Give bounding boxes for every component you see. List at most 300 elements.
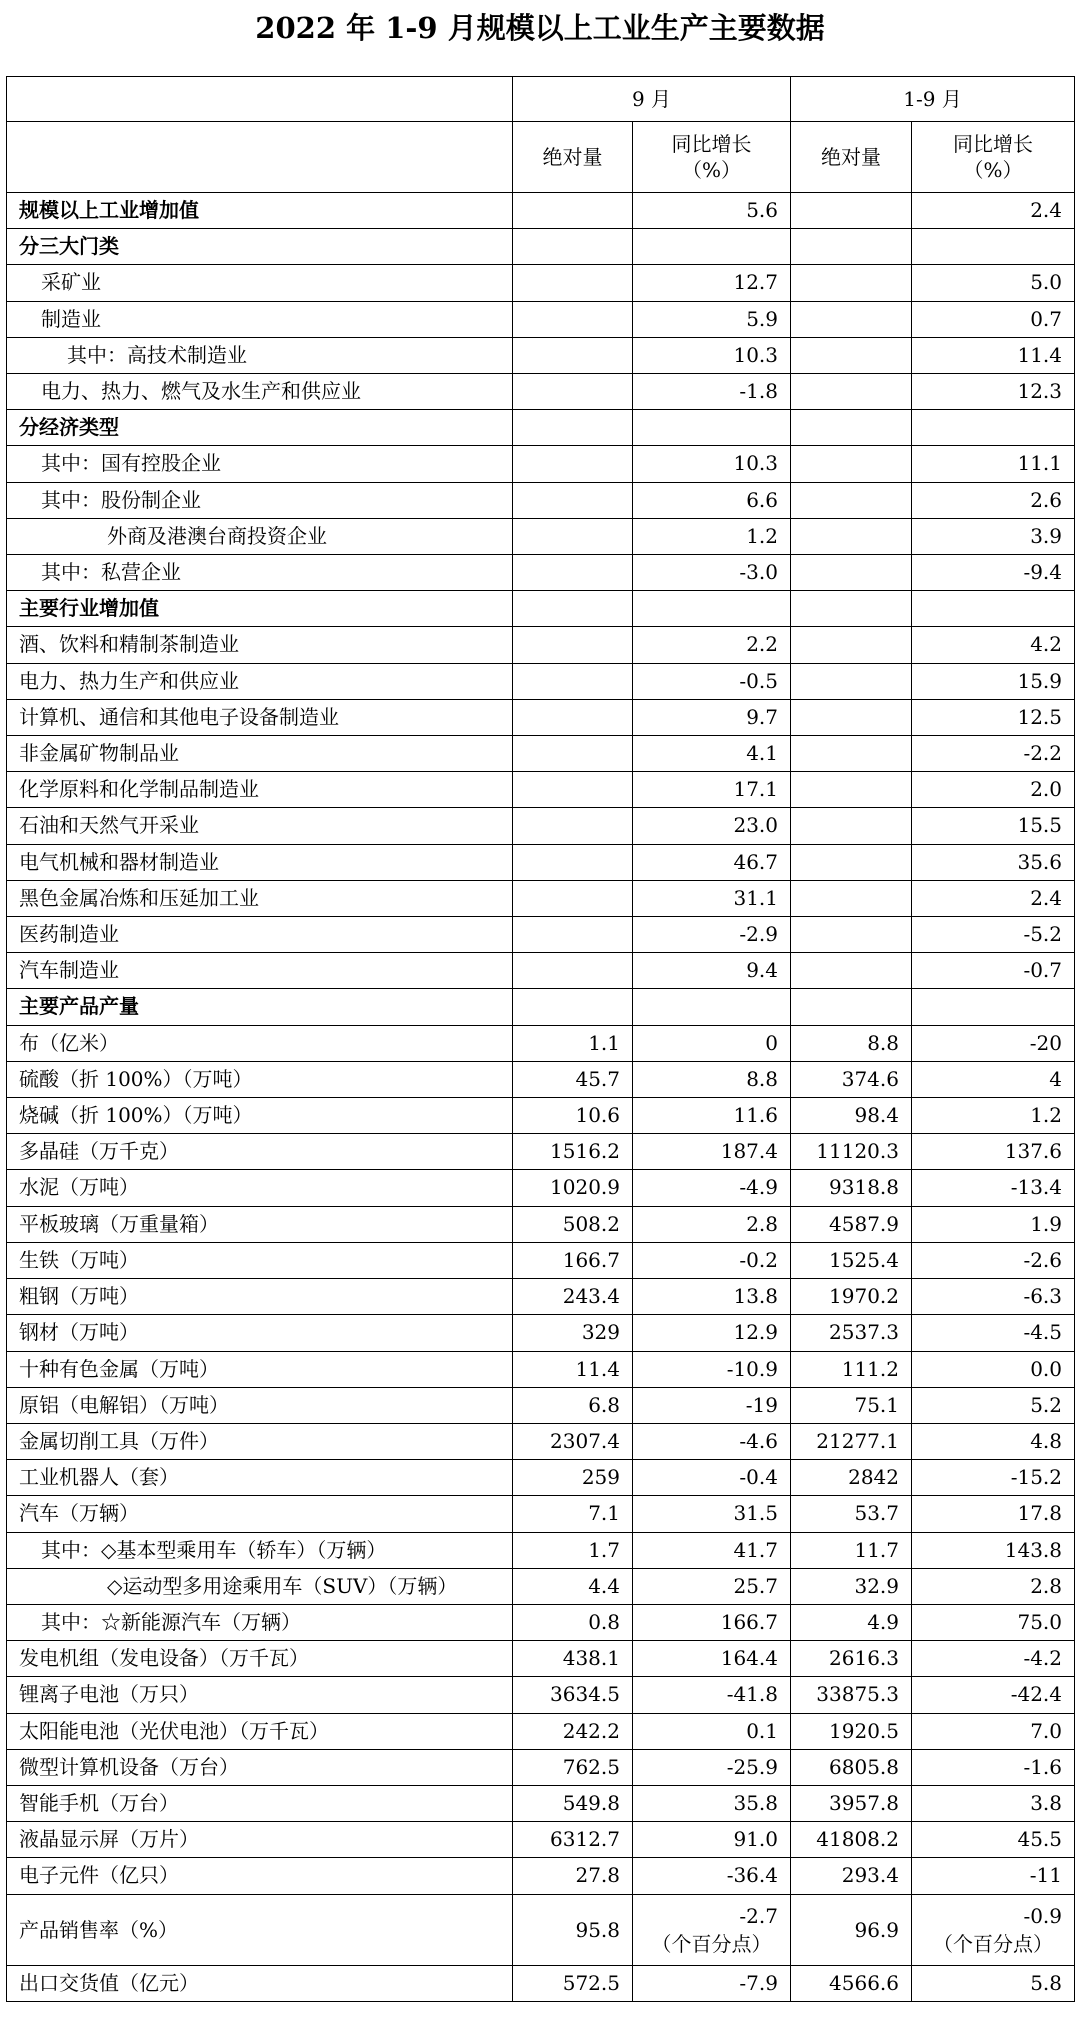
- row-label: 产品销售率（%）: [7, 1894, 513, 1965]
- table-row: [7, 772, 1075, 808]
- sep-abs-cell: [513, 844, 633, 880]
- header-sep: 9 月: [513, 77, 791, 122]
- table-row: [7, 1894, 1075, 1965]
- row-label: 钢材（万吨）: [7, 1315, 513, 1351]
- ytd-abs-cell: 374.6: [791, 1061, 912, 1097]
- ytd-yoy-cell: 2.8: [912, 1568, 1075, 1604]
- sep-abs-cell: [513, 880, 633, 916]
- sep-yoy-cell: -0.2: [633, 1242, 791, 1278]
- header-yoy-ytd: [912, 122, 1075, 193]
- ytd-abs-cell: 41808.2: [791, 1822, 912, 1858]
- sep-abs-cell: [513, 337, 633, 373]
- ytd-yoy-cell: -15.2: [912, 1460, 1075, 1496]
- sep-abs-cell: [513, 953, 633, 989]
- sep-yoy-cell: 6.6: [633, 482, 791, 518]
- header-row-period: [7, 77, 1075, 122]
- sep-yoy-cell: 2.2: [633, 627, 791, 663]
- header-abs-sep: 绝对量: [513, 122, 633, 193]
- sep-yoy-cell: -36.4: [633, 1858, 791, 1894]
- sep-yoy-cell: -3.0: [633, 555, 791, 591]
- ytd-abs-cell: 6805.8: [791, 1749, 912, 1785]
- sep-yoy-cell: 5.9: [633, 301, 791, 337]
- ytd-abs-cell: [791, 699, 912, 735]
- ytd-yoy-cell: 2.0: [912, 772, 1075, 808]
- sep-yoy-cell: -10.9: [633, 1351, 791, 1387]
- ytd-yoy-cell: 1.2: [912, 1098, 1075, 1134]
- sep-yoy-cell: 187.4: [633, 1134, 791, 1170]
- row-label: 电气机械和器材制造业: [7, 844, 513, 880]
- ytd-abs-cell: [791, 591, 912, 627]
- ytd-abs-cell: [791, 772, 912, 808]
- row-label: 出口交货值（亿元）: [7, 1965, 513, 2001]
- ytd-yoy-cell: 5.2: [912, 1387, 1075, 1423]
- ytd-abs-cell: [791, 374, 912, 410]
- ytd-abs-cell: 1525.4: [791, 1242, 912, 1278]
- ytd-abs-cell: 293.4: [791, 1858, 912, 1894]
- table-row: [7, 627, 1075, 663]
- ytd-yoy-cell: -2.2: [912, 736, 1075, 772]
- table-row: [7, 1749, 1075, 1785]
- sep-abs-cell: [513, 482, 633, 518]
- sep-yoy-cell: 13.8: [633, 1279, 791, 1315]
- row-label: 汽车制造业: [7, 953, 513, 989]
- ytd-yoy-cell: 1.9: [912, 1206, 1075, 1242]
- row-label: 电子元件（亿只）: [7, 1858, 513, 1894]
- table-row: [7, 1568, 1075, 1604]
- ytd-abs-cell: [791, 193, 912, 229]
- table-row: [7, 1822, 1075, 1858]
- ytd-abs-cell: 75.1: [791, 1387, 912, 1423]
- header-yoy-line1: 同比增长: [953, 132, 1033, 156]
- sep-yoy-cell: 11.6: [633, 1098, 791, 1134]
- ytd-yoy-cell: 2.4: [912, 880, 1075, 916]
- ytd-abs-cell: [791, 953, 912, 989]
- ytd-yoy-cell: 0.7: [912, 301, 1075, 337]
- sep-abs-cell: [513, 193, 633, 229]
- sep-yoy-cell: 31.5: [633, 1496, 791, 1532]
- sep-abs-cell: 259: [513, 1460, 633, 1496]
- sep-yoy-cell: 35.8: [633, 1785, 791, 1821]
- ytd-yoy-cell: 17.8: [912, 1496, 1075, 1532]
- ytd-abs-cell: 2537.3: [791, 1315, 912, 1351]
- header-ytd: 1-9 月: [791, 77, 1075, 122]
- sep-abs-cell: 7.1: [513, 1496, 633, 1532]
- header-blank-cell: [7, 77, 513, 122]
- table-row: [7, 591, 1075, 627]
- table-row: [7, 482, 1075, 518]
- table-row: [7, 1351, 1075, 1387]
- table-row: [7, 410, 1075, 446]
- cell-value: -2.7: [739, 1903, 778, 1928]
- row-label: 外商及港澳台商投资企业: [7, 518, 513, 554]
- sep-abs-cell: [513, 591, 633, 627]
- sep-abs-cell: [513, 410, 633, 446]
- sep-abs-cell: [513, 808, 633, 844]
- ytd-abs-cell: 2842: [791, 1460, 912, 1496]
- row-label: 化学原料和化学制品制造业: [7, 772, 513, 808]
- ytd-abs-cell: [791, 844, 912, 880]
- table-row: [7, 301, 1075, 337]
- ytd-abs-cell: 33875.3: [791, 1677, 912, 1713]
- table-row: [7, 736, 1075, 772]
- ytd-yoy-cell: -11: [912, 1858, 1075, 1894]
- ytd-abs-cell: 96.9: [791, 1894, 912, 1965]
- ytd-yoy-cell: -5.2: [912, 917, 1075, 953]
- sep-abs-cell: 1.1: [513, 1025, 633, 1061]
- table-row: [7, 1785, 1075, 1821]
- table-row: [7, 1423, 1075, 1459]
- header-yoy-line2: （%）: [963, 158, 1023, 182]
- sep-abs-cell: 6.8: [513, 1387, 633, 1423]
- ytd-yoy-cell: 4.2: [912, 627, 1075, 663]
- ytd-yoy-cell: -0.7: [912, 953, 1075, 989]
- table-row: [7, 337, 1075, 373]
- sep-abs-cell: 10.6: [513, 1098, 633, 1134]
- sep-abs-cell: [513, 663, 633, 699]
- ytd-yoy-cell: 4.8: [912, 1423, 1075, 1459]
- sep-abs-cell: 762.5: [513, 1749, 633, 1785]
- table-row: [7, 518, 1075, 554]
- row-label: 工业机器人（套）: [7, 1460, 513, 1496]
- ytd-yoy-cell: 143.8: [912, 1532, 1075, 1568]
- table-row: [7, 1858, 1075, 1894]
- sep-yoy-cell: 41.7: [633, 1532, 791, 1568]
- sep-yoy-cell: -7.9: [633, 1965, 791, 2001]
- row-label: ◇运动型多用途乘用车（SUV）（万辆）: [7, 1568, 513, 1604]
- cell-note: （个百分点）: [651, 1931, 772, 1956]
- sep-yoy-cell: -0.5: [633, 663, 791, 699]
- sep-abs-cell: [513, 301, 633, 337]
- sep-yoy-cell: 9.7: [633, 699, 791, 735]
- ytd-abs-cell: [791, 301, 912, 337]
- table-row: [7, 374, 1075, 410]
- ytd-yoy-cell: 12.5: [912, 699, 1075, 735]
- ytd-abs-cell: 9318.8: [791, 1170, 912, 1206]
- ytd-yoy-cell: 75.0: [912, 1604, 1075, 1640]
- sep-yoy-cell: 4.1: [633, 736, 791, 772]
- sep-abs-cell: 2307.4: [513, 1423, 633, 1459]
- ytd-abs-cell: 4566.6: [791, 1965, 912, 2001]
- sep-abs-cell: 242.2: [513, 1713, 633, 1749]
- row-label: 生铁（万吨）: [7, 1242, 513, 1278]
- ytd-abs-cell: 21277.1: [791, 1423, 912, 1459]
- ytd-yoy-cell: 45.5: [912, 1822, 1075, 1858]
- row-label: 粗钢（万吨）: [7, 1279, 513, 1315]
- sep-abs-cell: 1516.2: [513, 1134, 633, 1170]
- table-row: [7, 1532, 1075, 1568]
- ytd-abs-cell: 2616.3: [791, 1641, 912, 1677]
- table-row: [7, 1496, 1075, 1532]
- sep-abs-cell: [513, 446, 633, 482]
- row-label: 汽车（万辆）: [7, 1496, 513, 1532]
- ytd-yoy-cell: 5.0: [912, 265, 1075, 301]
- page-title: 2022 年 1-9 月规模以上工业生产主要数据: [255, 11, 825, 45]
- table-row: [7, 1965, 1075, 2001]
- row-label: 规模以上工业增加值: [7, 193, 513, 229]
- sep-abs-cell: 0.8: [513, 1604, 633, 1640]
- sep-yoy-cell: -0.4: [633, 1460, 791, 1496]
- ytd-yoy-cell: 11.4: [912, 337, 1075, 373]
- row-label: 发电机组（发电设备）（万千瓦）: [7, 1641, 513, 1677]
- sep-yoy-cell: 12.7: [633, 265, 791, 301]
- row-label: 多晶硅（万千克）: [7, 1134, 513, 1170]
- ytd-abs-cell: 11120.3: [791, 1134, 912, 1170]
- row-label: 采矿业: [7, 265, 513, 301]
- sep-abs-cell: 45.7: [513, 1061, 633, 1097]
- sep-yoy-cell: -19: [633, 1387, 791, 1423]
- ytd-abs-cell: 4.9: [791, 1604, 912, 1640]
- ytd-abs-cell: [791, 410, 912, 446]
- sep-abs-cell: 572.5: [513, 1965, 633, 2001]
- row-label: 硫酸（折 100%）（万吨）: [7, 1061, 513, 1097]
- sep-yoy-cell: [633, 591, 791, 627]
- ytd-yoy-cell: -1.6: [912, 1749, 1075, 1785]
- table-row: [7, 1641, 1075, 1677]
- sep-abs-cell: 6312.7: [513, 1822, 633, 1858]
- table-row: [7, 193, 1075, 229]
- ytd-yoy-cell: 0.0: [912, 1351, 1075, 1387]
- sep-abs-cell: [513, 989, 633, 1025]
- row-label: 非金属矿物制品业: [7, 736, 513, 772]
- sep-yoy-cell: 10.3: [633, 337, 791, 373]
- header-yoy-line1: 同比增长: [671, 132, 752, 156]
- ytd-yoy-cell: -13.4: [912, 1170, 1075, 1206]
- sep-yoy-cell: 46.7: [633, 844, 791, 880]
- sep-yoy-cell: -41.8: [633, 1677, 791, 1713]
- sep-yoy-cell: 0: [633, 1025, 791, 1061]
- sep-yoy-cell: -1.8: [633, 374, 791, 410]
- sep-yoy-cell: 31.1: [633, 880, 791, 916]
- row-label: 水泥（万吨）: [7, 1170, 513, 1206]
- data-table: [6, 76, 1075, 2002]
- sep-abs-cell: 4.4: [513, 1568, 633, 1604]
- sep-abs-cell: [513, 917, 633, 953]
- ytd-abs-cell: 111.2: [791, 1351, 912, 1387]
- ytd-yoy-cell: 7.0: [912, 1713, 1075, 1749]
- row-label: 其中：高技术制造业: [7, 337, 513, 373]
- sep-yoy-cell: 164.4: [633, 1641, 791, 1677]
- ytd-abs-cell: [791, 736, 912, 772]
- sep-yoy-cell: 12.9: [633, 1315, 791, 1351]
- table-row: [7, 229, 1075, 265]
- sep-yoy-cell: [633, 410, 791, 446]
- sep-yoy-cell: -4.6: [633, 1423, 791, 1459]
- sep-yoy-cell: 10.3: [633, 446, 791, 482]
- row-label: 黑色金属冶炼和压延加工业: [7, 880, 513, 916]
- table-row: [7, 699, 1075, 735]
- row-label: 酒、饮料和精制茶制造业: [7, 627, 513, 663]
- row-label: 电力、热力生产和供应业: [7, 663, 513, 699]
- sep-abs-cell: 95.8: [513, 1894, 633, 1965]
- ytd-yoy-cell: [912, 1894, 1075, 1965]
- row-label: 其中：私营企业: [7, 555, 513, 591]
- ytd-yoy-cell: [912, 229, 1075, 265]
- ytd-yoy-cell: [912, 989, 1075, 1025]
- row-label: 其中：◇基本型乘用车（轿车）（万辆）: [7, 1532, 513, 1568]
- ytd-abs-cell: [791, 265, 912, 301]
- row-label: 制造业: [7, 301, 513, 337]
- sep-yoy-cell: 8.8: [633, 1061, 791, 1097]
- ytd-yoy-cell: 35.6: [912, 844, 1075, 880]
- sep-abs-cell: 1.7: [513, 1532, 633, 1568]
- row-label: 布（亿米）: [7, 1025, 513, 1061]
- table-row: [7, 1279, 1075, 1315]
- table-row: [7, 1713, 1075, 1749]
- header-yoy-line2: （%）: [681, 158, 741, 182]
- row-label: 太阳能电池（光伏电池）（万千瓦）: [7, 1713, 513, 1749]
- sep-abs-cell: [513, 555, 633, 591]
- sep-abs-cell: [513, 374, 633, 410]
- row-label: 智能手机（万台）: [7, 1785, 513, 1821]
- sep-abs-cell: [513, 229, 633, 265]
- sep-yoy-cell: [633, 1894, 791, 1965]
- row-label: 平板玻璃（万重量箱）: [7, 1206, 513, 1242]
- table-row: [7, 1025, 1075, 1061]
- sep-abs-cell: 1020.9: [513, 1170, 633, 1206]
- sep-yoy-cell: 5.6: [633, 193, 791, 229]
- sep-abs-cell: [513, 699, 633, 735]
- row-label: 金属切削工具（万件）: [7, 1423, 513, 1459]
- ytd-yoy-cell: -42.4: [912, 1677, 1075, 1713]
- table-row: [7, 555, 1075, 591]
- sep-abs-cell: 508.2: [513, 1206, 633, 1242]
- cell-value: -0.9: [1023, 1903, 1063, 1928]
- row-label: 分经济类型: [7, 410, 513, 446]
- table-row: [7, 1387, 1075, 1423]
- header-abs-ytd: 绝对量: [791, 122, 912, 193]
- sep-abs-cell: 329: [513, 1315, 633, 1351]
- ytd-abs-cell: [791, 229, 912, 265]
- table-row: [7, 1460, 1075, 1496]
- ytd-yoy-cell: 2.6: [912, 482, 1075, 518]
- ytd-abs-cell: 98.4: [791, 1098, 912, 1134]
- sep-yoy-cell: 25.7: [633, 1568, 791, 1604]
- sep-abs-cell: [513, 627, 633, 663]
- table-row: [7, 1170, 1075, 1206]
- table-row: [7, 989, 1075, 1025]
- ytd-yoy-cell: 3.8: [912, 1785, 1075, 1821]
- ytd-abs-cell: 32.9: [791, 1568, 912, 1604]
- table-row: [7, 446, 1075, 482]
- ytd-yoy-cell: -6.3: [912, 1279, 1075, 1315]
- sep-abs-cell: [513, 772, 633, 808]
- ytd-abs-cell: 4587.9: [791, 1206, 912, 1242]
- ytd-abs-cell: [791, 446, 912, 482]
- ytd-abs-cell: [791, 880, 912, 916]
- table-row: [7, 1098, 1075, 1134]
- table-row: [7, 1061, 1075, 1097]
- ytd-yoy-cell: 11.1: [912, 446, 1075, 482]
- row-label: 原铝（电解铝）（万吨）: [7, 1387, 513, 1423]
- sep-abs-cell: 11.4: [513, 1351, 633, 1387]
- ytd-yoy-cell: 15.5: [912, 808, 1075, 844]
- table-row: [7, 1134, 1075, 1170]
- sep-abs-cell: 27.8: [513, 1858, 633, 1894]
- ytd-yoy-cell: -4.2: [912, 1641, 1075, 1677]
- sep-yoy-cell: 91.0: [633, 1822, 791, 1858]
- table-row: [7, 844, 1075, 880]
- sep-abs-cell: 243.4: [513, 1279, 633, 1315]
- sep-abs-cell: [513, 265, 633, 301]
- sep-yoy-cell: 0.1: [633, 1713, 791, 1749]
- ytd-abs-cell: [791, 989, 912, 1025]
- row-label: 主要行业增加值: [7, 591, 513, 627]
- sep-yoy-cell: -2.9: [633, 917, 791, 953]
- sep-abs-cell: 549.8: [513, 1785, 633, 1821]
- ytd-yoy-cell: -4.5: [912, 1315, 1075, 1351]
- sep-abs-cell: [513, 518, 633, 554]
- row-label: 其中：国有控股企业: [7, 446, 513, 482]
- table-row: [7, 880, 1075, 916]
- cell-note: （个百分点）: [933, 1931, 1053, 1956]
- row-label: 微型计算机设备（万台）: [7, 1749, 513, 1785]
- sep-yoy-cell: 166.7: [633, 1604, 791, 1640]
- ytd-abs-cell: 3957.8: [791, 1785, 912, 1821]
- ytd-abs-cell: [791, 627, 912, 663]
- ytd-yoy-cell: 3.9: [912, 518, 1075, 554]
- sep-yoy-cell: 9.4: [633, 953, 791, 989]
- sep-yoy-cell: 2.8: [633, 1206, 791, 1242]
- sep-abs-cell: 438.1: [513, 1641, 633, 1677]
- ytd-yoy-cell: 12.3: [912, 374, 1075, 410]
- row-label: 分三大门类: [7, 229, 513, 265]
- ytd-yoy-cell: -9.4: [912, 555, 1075, 591]
- ytd-abs-cell: [791, 518, 912, 554]
- sep-abs-cell: [513, 736, 633, 772]
- ytd-yoy-cell: 137.6: [912, 1134, 1075, 1170]
- ytd-abs-cell: 11.7: [791, 1532, 912, 1568]
- ytd-yoy-cell: [912, 410, 1075, 446]
- header-blank-cell: [7, 122, 513, 193]
- header-row-measure: [7, 122, 1075, 193]
- table-row: [7, 1206, 1075, 1242]
- ytd-yoy-cell: 5.8: [912, 1965, 1075, 2001]
- row-label: 医药制造业: [7, 917, 513, 953]
- ytd-abs-cell: [791, 482, 912, 518]
- table-row: [7, 265, 1075, 301]
- ytd-abs-cell: 53.7: [791, 1496, 912, 1532]
- table-row: [7, 953, 1075, 989]
- table-row: [7, 808, 1075, 844]
- table-row: [7, 1677, 1075, 1713]
- sep-yoy-cell: 17.1: [633, 772, 791, 808]
- ytd-yoy-cell: -2.6: [912, 1242, 1075, 1278]
- ytd-abs-cell: 1970.2: [791, 1279, 912, 1315]
- ytd-abs-cell: [791, 663, 912, 699]
- ytd-yoy-cell: 2.4: [912, 193, 1075, 229]
- table-row: [7, 1315, 1075, 1351]
- ytd-abs-cell: 1920.5: [791, 1713, 912, 1749]
- row-label: 主要产品产量: [7, 989, 513, 1025]
- sep-yoy-cell: -4.9: [633, 1170, 791, 1206]
- row-label: 十种有色金属（万吨）: [7, 1351, 513, 1387]
- table-row: [7, 1242, 1075, 1278]
- ytd-yoy-cell: 15.9: [912, 663, 1075, 699]
- sep-yoy-cell: [633, 229, 791, 265]
- row-label: 锂离子电池（万只）: [7, 1677, 513, 1713]
- row-label: 计算机、通信和其他电子设备制造业: [7, 699, 513, 735]
- sep-yoy-cell: 1.2: [633, 518, 791, 554]
- ytd-abs-cell: 8.8: [791, 1025, 912, 1061]
- sep-yoy-cell: -25.9: [633, 1749, 791, 1785]
- table-row: [7, 917, 1075, 953]
- ytd-abs-cell: [791, 337, 912, 373]
- ytd-abs-cell: [791, 808, 912, 844]
- row-label: 其中：☆新能源汽车（万辆）: [7, 1604, 513, 1640]
- sep-yoy-cell: 23.0: [633, 808, 791, 844]
- row-label: 烧碱（折 100%）（万吨）: [7, 1098, 513, 1134]
- table-row: [7, 1604, 1075, 1640]
